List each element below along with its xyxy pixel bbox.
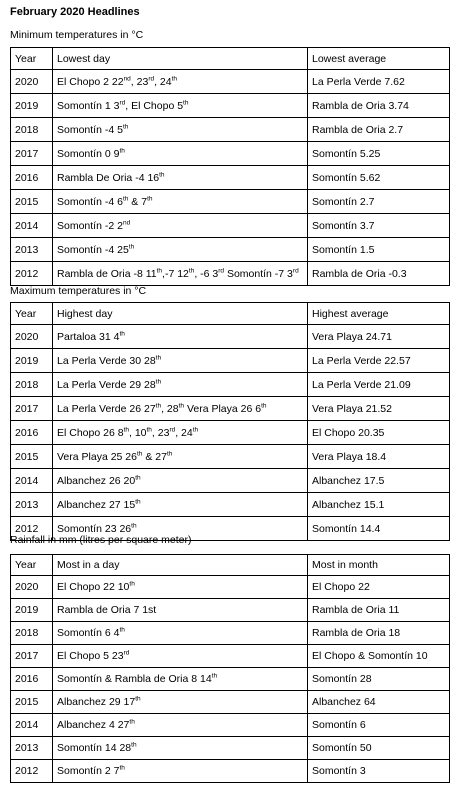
ordinal-suffix: th [128, 243, 135, 250]
day-cell: Albanchez 26 20th [53, 469, 308, 493]
day-cell: Somontín 1 3rd, El Chopo 5th [53, 94, 308, 118]
ordinal-suffix: th [135, 474, 141, 481]
average-cell: Somontín 50 [308, 737, 450, 760]
average-cell: El Chopo 20.35 [308, 421, 450, 445]
average-cell: Somontín 3 [308, 760, 450, 783]
year-cell: 2012 [11, 517, 53, 541]
year-cell: 2012 [11, 262, 53, 286]
table-row [11, 737, 450, 760]
year-cell: 2018 [11, 118, 53, 142]
table-row [11, 691, 450, 714]
ordinal-suffix: th [166, 450, 173, 457]
ordinal-suffix: th [122, 123, 129, 130]
ordinal-suffix: th [146, 426, 152, 433]
day-cell: Rambla de Oria -8 11th,-7 12th, -6 3rd Somontín -7 3rd [53, 262, 308, 286]
day-header: Most in a day [53, 555, 308, 576]
day-cell: El Chopo 26 8th, 10th, 23rd, 24th [53, 421, 308, 445]
table-row [11, 668, 450, 691]
day-cell: Somontín -4 25th [53, 238, 308, 262]
year-header: Year [11, 555, 53, 576]
table-row [11, 645, 450, 668]
table-row [11, 94, 450, 118]
average-cell: Somontín 5.25 [308, 142, 450, 166]
rainfall-table [10, 554, 450, 783]
day-cell: La Perla Verde 26 27th, 28th Vera Playa 26 6th [53, 397, 308, 421]
ordinal-suffix: th [131, 741, 137, 749]
ordinal-suffix: th [211, 672, 218, 680]
rainfall-caption: Rainfall in mm (litres per square meter) [10, 534, 192, 546]
year-cell: 2016 [11, 668, 53, 691]
ordinal-suffix: th [159, 171, 165, 178]
year-cell: 2018 [11, 373, 53, 397]
day-cell: El Chopo 5 23rd [53, 645, 308, 668]
day-cell: Rambla De Oria -4 16th [53, 166, 308, 190]
ordinal-suffix: th [155, 402, 162, 409]
table-row [11, 714, 450, 737]
table-row [11, 214, 450, 238]
year-cell: 2017 [11, 142, 53, 166]
ordinal-suffix: th [178, 402, 185, 409]
year-cell: 2019 [11, 94, 53, 118]
ordinal-suffix: th [131, 522, 137, 529]
average-cell: Somontín 5.62 [308, 166, 450, 190]
table-row [11, 622, 450, 645]
ordinal-suffix: th [119, 330, 125, 337]
year-cell: 2013 [11, 737, 53, 760]
ordinal-suffix: th [122, 195, 129, 202]
year-cell: 2020 [11, 70, 53, 94]
day-cell: Albanchez 27 15th [53, 493, 308, 517]
table-row [11, 421, 450, 445]
average-cell: Somontín 14.4 [308, 517, 450, 541]
ordinal-suffix: th [183, 99, 189, 106]
day-cell: La Perla Verde 30 28th [53, 349, 308, 373]
average-cell: Somontín 1.5 [308, 238, 450, 262]
average-cell: Somontín 6 [308, 714, 450, 737]
year-cell: 2020 [11, 576, 53, 599]
ordinal-suffix: nd [122, 219, 131, 226]
min-temp-caption: Minimum temperatures in °C [10, 29, 144, 41]
ordinal-suffix: th [147, 195, 153, 202]
ordinal-suffix: th [119, 764, 125, 772]
table-row [11, 238, 450, 262]
ordinal-suffix: rd [292, 267, 299, 274]
ordinal-suffix: rd [169, 426, 176, 433]
year-cell: 2017 [11, 397, 53, 421]
year-cell: 2020 [11, 325, 53, 349]
table-row [11, 445, 450, 469]
average-cell: Vera Playa 21.52 [308, 397, 450, 421]
year-cell: 2015 [11, 691, 53, 714]
day-cell: Albanchez 4 27th [53, 714, 308, 737]
day-cell: Somontín 14 28th [53, 737, 308, 760]
ordinal-suffix: th [171, 75, 178, 82]
year-cell: 2017 [11, 645, 53, 668]
year-cell: 2015 [11, 445, 53, 469]
ordinal-suffix: rd [218, 267, 225, 274]
day-cell: Albanchez 29 17th [53, 691, 308, 714]
year-cell: 2013 [11, 238, 53, 262]
day-header: Highest day [53, 303, 308, 325]
day-cell: El Chopo 2 22nd, 23rd, 24th [53, 70, 308, 94]
page-title: February 2020 Headlines [10, 6, 140, 18]
ordinal-suffix: th [135, 498, 141, 505]
ordinal-suffix: th [119, 147, 125, 154]
day-header: Lowest day [53, 48, 308, 70]
average-cell: Rambla de Oria 3.74 [308, 94, 450, 118]
table-row [11, 70, 450, 94]
day-cell: Somontín -2 2nd [53, 214, 308, 238]
max-temp-caption: Maximum temperatures in °C [10, 285, 147, 297]
ordinal-suffix: th [129, 718, 135, 726]
table-row [11, 469, 450, 493]
average-cell: Rambla de Oria 18 [308, 622, 450, 645]
year-header: Year [11, 303, 53, 325]
average-cell: Rambla de Oria 11 [308, 599, 450, 622]
year-cell: 2014 [11, 214, 53, 238]
average-cell: Albanchez 15.1 [308, 493, 450, 517]
ordinal-suffix: th [188, 267, 195, 274]
table-header-row [11, 303, 450, 325]
table-row [11, 349, 450, 373]
average-cell: El Chopo 22 [308, 576, 450, 599]
table-row [11, 118, 450, 142]
table-row [11, 166, 450, 190]
day-cell: Somontín -4 5th [53, 118, 308, 142]
day-cell: Rambla de Oria 7 1st [53, 599, 308, 622]
average-cell: La Perla Verde 22.57 [308, 349, 450, 373]
year-cell: 2016 [11, 166, 53, 190]
ordinal-suffix: rd [123, 649, 130, 657]
ordinal-suffix: th [119, 626, 125, 634]
average-cell: Somontín 28 [308, 668, 450, 691]
day-cell: Somontín & Rambla de Oria 8 14th [53, 668, 308, 691]
year-cell: 2016 [11, 421, 53, 445]
table-row [11, 493, 450, 517]
day-cell: Somontín 23 26th [53, 517, 308, 541]
day-cell: Somontín -4 6th & 7th [53, 190, 308, 214]
table-row [11, 397, 450, 421]
year-cell: 2015 [11, 190, 53, 214]
ordinal-suffix: th [155, 378, 162, 385]
table-row [11, 599, 450, 622]
table-row [11, 373, 450, 397]
year-cell: 2013 [11, 493, 53, 517]
max-temp-table [10, 302, 450, 541]
ordinal-suffix: th [136, 450, 143, 457]
ordinal-suffix: th [129, 580, 135, 588]
average-header: Highest average [308, 303, 450, 325]
day-cell: Somontín 2 7th [53, 760, 308, 783]
table-row [11, 576, 450, 599]
day-cell: Somontín 6 4th [53, 622, 308, 645]
year-cell: 2014 [11, 714, 53, 737]
average-cell: Rambla de Oria 2.7 [308, 118, 450, 142]
day-cell: Somontín 0 9th [53, 142, 308, 166]
ordinal-suffix: rd [148, 75, 155, 82]
ordinal-suffix: th [156, 267, 163, 274]
ordinal-suffix: th [192, 426, 199, 433]
year-cell: 2012 [11, 760, 53, 783]
year-cell: 2018 [11, 622, 53, 645]
ordinal-suffix: th [135, 695, 141, 703]
average-cell: Somontín 2.7 [308, 190, 450, 214]
ordinal-suffix: th [123, 426, 129, 433]
ordinal-suffix: th [261, 402, 267, 409]
average-header: Most in month [308, 555, 450, 576]
average-cell: El Chopo & Somontín 10 [308, 645, 450, 668]
ordinal-suffix: th [155, 354, 162, 361]
average-header: Lowest average [308, 48, 450, 70]
table-row [11, 760, 450, 783]
average-cell: La Perla Verde 7.62 [308, 70, 450, 94]
average-cell: Albanchez 17.5 [308, 469, 450, 493]
average-cell: Albanchez 64 [308, 691, 450, 714]
table-header-row [11, 48, 450, 70]
ordinal-suffix: rd [119, 99, 126, 106]
average-cell: Vera Playa 24.71 [308, 325, 450, 349]
day-cell: La Perla Verde 29 28th [53, 373, 308, 397]
table-row [11, 142, 450, 166]
table-header-row [11, 555, 450, 576]
ordinal-suffix: nd [123, 75, 131, 82]
day-cell: Partaloa 31 4th [53, 325, 308, 349]
average-cell: La Perla Verde 21.09 [308, 373, 450, 397]
day-cell: Vera Playa 25 26th & 27th [53, 445, 308, 469]
min-temp-table [10, 47, 450, 286]
year-cell: 2014 [11, 469, 53, 493]
table-row [11, 262, 450, 286]
year-cell: 2019 [11, 599, 53, 622]
table-row [11, 190, 450, 214]
average-cell: Vera Playa 18.4 [308, 445, 450, 469]
average-cell: Rambla de Oria -0.3 [308, 262, 450, 286]
average-cell: Somontín 3.7 [308, 214, 450, 238]
year-header: Year [11, 48, 53, 70]
year-cell: 2019 [11, 349, 53, 373]
table-row [11, 325, 450, 349]
day-cell: El Chopo 22 10th [53, 576, 308, 599]
